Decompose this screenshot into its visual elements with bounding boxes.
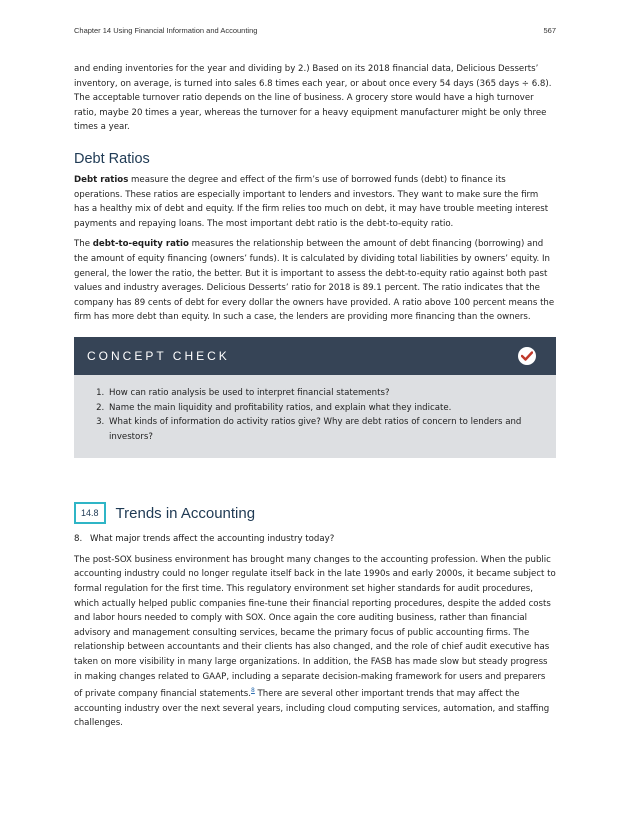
debt-ratios-paragraph: Debt ratios measure the degree and effect of the firm’s use of borrowed funds (debt) to finance its operations. These ratios are especially important to lenders and investors. They want to make sure the firm has a healthy mix of debt and equity. If the firm relies too much on debt, it may have trouble meeting interest payments and repaying loans. The most important debt ratio is the debt-to-equity ratio. — [74, 174, 549, 229]
debt-to-equity-term: debt-to-equity ratio — [92, 239, 189, 250]
running-header — [74, 26, 556, 35]
trends-paragraph: The post-SOX business environment has brought many changes to the accounting profession. When the public accounting industry could no longer regulate itself back in the late 1990s and early 2000s, it became subject to formal regulation for the first time. This regulatory environment set higher standards for audit procedures, which actually helped public companies fine-tune their financial reporting procedures, despite the added costs and labor hours needed to comply with SOX. Once again the core auditing business, rather than financial advisory and management consulting services, became the primary focus of public accounting firms. The relationship between accountants and their clients has also changed, and the role of chief audit executive has taken on more visibility in many large organizations. In addition, the FASB has made slow but steady progress in making changes related to GAAP, including a separate decision-making framework for users and preparers of private company financial statements.$^8$ There are several other important trends that may affect the accounting industry over the next several years, including cloud computing services, automation, and staffing challenges. — [74, 554, 556, 729]
objective-text: What major trends affect the accounting industry today? — [90, 534, 335, 545]
footnote-link[interactable]: 8 — [251, 687, 255, 695]
learning-objective — [74, 532, 556, 547]
concept-check-title: CONCEPT CHECK — [87, 348, 230, 363]
section-number-badge: 14.8 — [74, 502, 106, 524]
question-item: 2. Name the main liquidity and profitability ratios, and explain what they indicate. — [107, 401, 534, 416]
debt-to-equity-paragraph: The debt-to-equity ratio measures the relationship between the amount of debt financing (borrowing) and the amount of equity financing (owners’ funds). It is calculated by dividing total liabilities by owners’ equity. In general, the lower the ratio, the better. But it is important to assess the debt-to-equity ratio against both past values and industry averages. Delicious Desserts’ ratio for 2018 is 89.1 percent. The ratio indicates that the company has 89 cents of debt for every dollar the owners have provided. A ratio above 100 percent means the firm has more debt than equity. In such a case, the lenders are providing more financing than the owners. — [74, 239, 555, 323]
chapter-title: Chapter 14 Using Financial Information and Accounting — [74, 26, 258, 35]
section-title: Trends in Accounting — [115, 504, 256, 522]
page-content — [74, 62, 556, 737]
section-heading — [74, 502, 556, 524]
concept-check-questions — [74, 375, 556, 458]
debt-ratios-heading: Debt Ratios — [74, 150, 150, 167]
concept-check-box — [74, 337, 556, 458]
checkmark-icon — [518, 347, 536, 365]
objective-number: 8. — [74, 534, 83, 545]
question-item: 1. How can ratio analysis be used to interpret financial statements? — [107, 386, 534, 401]
page-number: 567 — [543, 26, 556, 35]
intro-paragraph: and ending inventories for the year and dividing by 2.) Based on its 2018 financial data, Delicious Desserts’ inventory, on average, is turned into sales 6.8 times each year, or about once every 54 days (365 days ÷ 6.8). The acceptable turnover ratio depends on the line of business. A grocery store would have a high turnover ratio, maybe 20 times a year, whereas the turnover for a heavy equipment manufacturer might be only three times a year. — [74, 64, 552, 133]
debt-ratios-term: Debt ratios — [74, 174, 129, 185]
question-item: 3. What kinds of information do activity ratios give? Why are debt ratios of concern to lenders and investors? — [107, 415, 534, 444]
concept-check-header — [74, 337, 556, 375]
